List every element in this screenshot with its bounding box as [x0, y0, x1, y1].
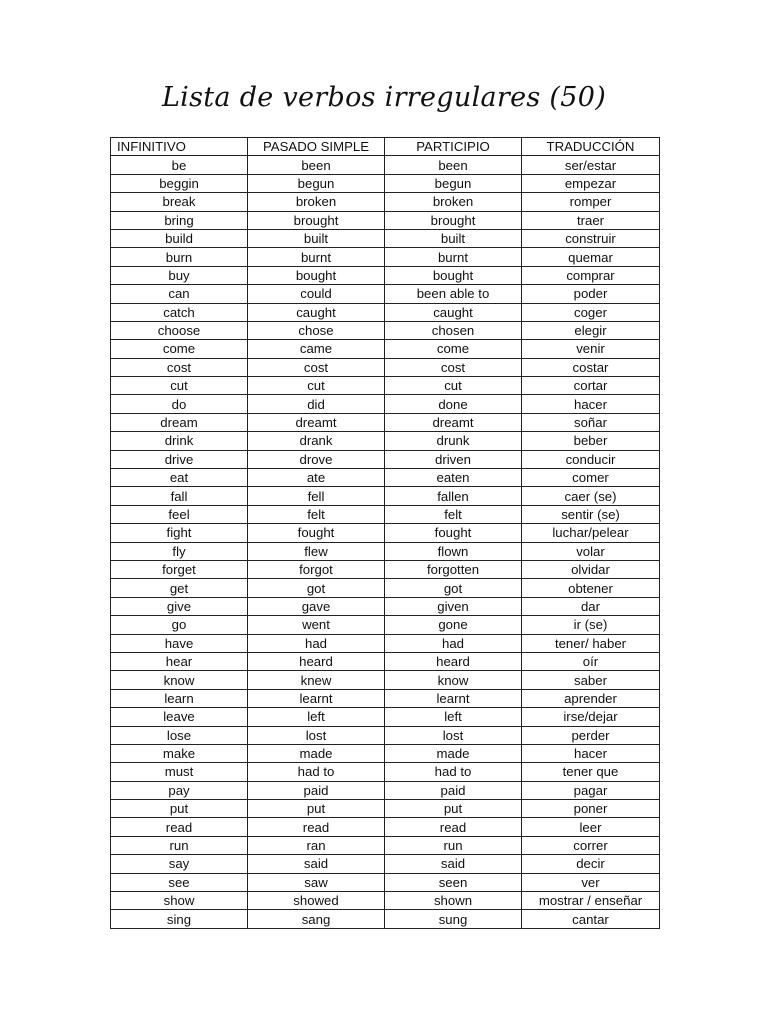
cell-traduccion: construir [522, 229, 660, 247]
cell-infinitivo: drink [111, 432, 248, 450]
cell-traduccion: venir [522, 340, 660, 358]
cell-infinitivo: run [111, 836, 248, 854]
table-row [111, 395, 660, 413]
cell-infinitivo: pay [111, 781, 248, 799]
cell-infinitivo: give [111, 597, 248, 615]
cell-infinitivo: burn [111, 248, 248, 266]
cell-participio: read [385, 818, 522, 836]
cell-pasado-simple: ate [248, 469, 385, 487]
table-row [111, 560, 660, 578]
table-row [111, 634, 660, 652]
cell-participio: fallen [385, 487, 522, 505]
cell-pasado-simple: fell [248, 487, 385, 505]
table-row [111, 579, 660, 597]
cell-traduccion: ser/estar [522, 156, 660, 174]
cell-participio: burnt [385, 248, 522, 266]
cell-pasado-simple: got [248, 579, 385, 597]
cell-participio: been [385, 156, 522, 174]
cell-infinitivo: break [111, 193, 248, 211]
cell-infinitivo: know [111, 671, 248, 689]
table-row [111, 597, 660, 615]
cell-pasado-simple: broken [248, 193, 385, 211]
table-row [111, 671, 660, 689]
cell-infinitivo: lose [111, 726, 248, 744]
cell-traduccion: costar [522, 358, 660, 376]
cell-traduccion: leer [522, 818, 660, 836]
cell-infinitivo: have [111, 634, 248, 652]
cell-participio: dreamt [385, 413, 522, 431]
cell-infinitivo: build [111, 229, 248, 247]
cell-traduccion: dar [522, 597, 660, 615]
cell-pasado-simple: forgot [248, 560, 385, 578]
cell-traduccion: poner [522, 800, 660, 818]
cell-participio: done [385, 395, 522, 413]
cell-infinitivo: learn [111, 689, 248, 707]
cell-participio: broken [385, 193, 522, 211]
cell-pasado-simple: had [248, 634, 385, 652]
cell-infinitivo: hear [111, 652, 248, 670]
cell-participio: left [385, 708, 522, 726]
table-row [111, 910, 660, 928]
table-row [111, 156, 660, 174]
cell-participio: given [385, 597, 522, 615]
table-row [111, 377, 660, 395]
cell-pasado-simple: dreamt [248, 413, 385, 431]
cell-traduccion: poder [522, 285, 660, 303]
cell-pasado-simple: drove [248, 450, 385, 468]
cell-participio: driven [385, 450, 522, 468]
cell-participio: lost [385, 726, 522, 744]
table-row [111, 744, 660, 762]
cell-infinitivo: fall [111, 487, 248, 505]
header-infinitivo: INFINITIVO [111, 138, 248, 156]
cell-pasado-simple: burnt [248, 248, 385, 266]
cell-traduccion: coger [522, 303, 660, 321]
cell-traduccion: ir (se) [522, 616, 660, 634]
cell-traduccion: obtener [522, 579, 660, 597]
cell-infinitivo: be [111, 156, 248, 174]
cell-traduccion: aprender [522, 689, 660, 707]
cell-infinitivo: read [111, 818, 248, 836]
table-row [111, 303, 660, 321]
cell-participio: flown [385, 542, 522, 560]
table-row [111, 855, 660, 873]
cell-infinitivo: show [111, 892, 248, 910]
cell-traduccion: sentir (se) [522, 505, 660, 523]
table-row [111, 174, 660, 192]
table-body [111, 156, 660, 928]
cell-participio: gone [385, 616, 522, 634]
cell-traduccion: irse/dejar [522, 708, 660, 726]
cell-traduccion: olvidar [522, 560, 660, 578]
table-row [111, 873, 660, 891]
cell-participio: cost [385, 358, 522, 376]
cell-infinitivo: cost [111, 358, 248, 376]
cell-participio: said [385, 855, 522, 873]
cell-pasado-simple: cut [248, 377, 385, 395]
cell-pasado-simple: left [248, 708, 385, 726]
cell-pasado-simple: put [248, 800, 385, 818]
cell-participio: shown [385, 892, 522, 910]
cell-pasado-simple: knew [248, 671, 385, 689]
cell-participio: been able to [385, 285, 522, 303]
cell-infinitivo: catch [111, 303, 248, 321]
cell-infinitivo: beggin [111, 174, 248, 192]
cell-participio: felt [385, 505, 522, 523]
table-row [111, 487, 660, 505]
table-row [111, 726, 660, 744]
cell-traduccion: ver [522, 873, 660, 891]
table-row [111, 800, 660, 818]
cell-pasado-simple: read [248, 818, 385, 836]
cell-infinitivo: eat [111, 469, 248, 487]
table-row [111, 469, 660, 487]
cell-traduccion: volar [522, 542, 660, 560]
cell-pasado-simple: cost [248, 358, 385, 376]
cell-infinitivo: drive [111, 450, 248, 468]
cell-traduccion: oír [522, 652, 660, 670]
cell-participio: put [385, 800, 522, 818]
cell-infinitivo: fly [111, 542, 248, 560]
cell-pasado-simple: made [248, 744, 385, 762]
header-traduccion: TRADUCCIÓN [522, 138, 660, 156]
cell-participio: fought [385, 524, 522, 542]
cell-traduccion: comprar [522, 266, 660, 284]
cell-traduccion: conducir [522, 450, 660, 468]
cell-participio: sung [385, 910, 522, 928]
cell-participio: got [385, 579, 522, 597]
cell-participio: run [385, 836, 522, 854]
table-row [111, 542, 660, 560]
cell-pasado-simple: came [248, 340, 385, 358]
cell-infinitivo: get [111, 579, 248, 597]
cell-traduccion: cantar [522, 910, 660, 928]
cell-infinitivo: leave [111, 708, 248, 726]
cell-pasado-simple: went [248, 616, 385, 634]
header-pasado-simple: PASADO SIMPLE [248, 138, 385, 156]
cell-infinitivo: make [111, 744, 248, 762]
header-participio: PARTICIPIO [385, 138, 522, 156]
cell-participio: eaten [385, 469, 522, 487]
cell-pasado-simple: did [248, 395, 385, 413]
cell-infinitivo: choose [111, 321, 248, 339]
cell-infinitivo: sing [111, 910, 248, 928]
cell-traduccion: perder [522, 726, 660, 744]
cell-participio: heard [385, 652, 522, 670]
cell-traduccion: tener que [522, 763, 660, 781]
table-row [111, 340, 660, 358]
table-row [111, 321, 660, 339]
cell-participio: bought [385, 266, 522, 284]
cell-pasado-simple: been [248, 156, 385, 174]
cell-participio: come [385, 340, 522, 358]
table-row [111, 413, 660, 431]
cell-infinitivo: go [111, 616, 248, 634]
cell-pasado-simple: bought [248, 266, 385, 284]
table-row [111, 524, 660, 542]
cell-participio: chosen [385, 321, 522, 339]
cell-traduccion: quemar [522, 248, 660, 266]
cell-participio: learnt [385, 689, 522, 707]
table-row [111, 708, 660, 726]
cell-pasado-simple: brought [248, 211, 385, 229]
cell-traduccion: caer (se) [522, 487, 660, 505]
cell-pasado-simple: showed [248, 892, 385, 910]
cell-participio: made [385, 744, 522, 762]
cell-participio: paid [385, 781, 522, 799]
cell-traduccion: romper [522, 193, 660, 211]
cell-pasado-simple: lost [248, 726, 385, 744]
table-row [111, 211, 660, 229]
cell-infinitivo: feel [111, 505, 248, 523]
cell-pasado-simple: said [248, 855, 385, 873]
cell-traduccion: saber [522, 671, 660, 689]
table-row [111, 892, 660, 910]
cell-pasado-simple: fought [248, 524, 385, 542]
cell-traduccion: beber [522, 432, 660, 450]
cell-pasado-simple: gave [248, 597, 385, 615]
table-row [111, 450, 660, 468]
cell-traduccion: hacer [522, 395, 660, 413]
cell-traduccion: hacer [522, 744, 660, 762]
cell-traduccion: traer [522, 211, 660, 229]
cell-pasado-simple: saw [248, 873, 385, 891]
table-header-row [111, 138, 660, 156]
table-row [111, 689, 660, 707]
table-row [111, 358, 660, 376]
cell-infinitivo: buy [111, 266, 248, 284]
cell-pasado-simple: learnt [248, 689, 385, 707]
table-row [111, 836, 660, 854]
cell-pasado-simple: ran [248, 836, 385, 854]
cell-infinitivo: cut [111, 377, 248, 395]
table-row [111, 505, 660, 523]
cell-traduccion: elegir [522, 321, 660, 339]
cell-participio: know [385, 671, 522, 689]
page-title: Lista de verbos irregulares (50) [161, 82, 607, 113]
cell-traduccion: mostrar / enseñar [522, 892, 660, 910]
cell-traduccion: tener/ haber [522, 634, 660, 652]
table-row [111, 818, 660, 836]
cell-participio: forgotten [385, 560, 522, 578]
table-row [111, 432, 660, 450]
cell-infinitivo: must [111, 763, 248, 781]
cell-pasado-simple: drank [248, 432, 385, 450]
cell-pasado-simple: caught [248, 303, 385, 321]
cell-pasado-simple: built [248, 229, 385, 247]
cell-infinitivo: can [111, 285, 248, 303]
cell-infinitivo: bring [111, 211, 248, 229]
cell-traduccion: pagar [522, 781, 660, 799]
irregular-verbs-table [110, 137, 660, 929]
cell-participio: drunk [385, 432, 522, 450]
cell-participio: brought [385, 211, 522, 229]
cell-traduccion: empezar [522, 174, 660, 192]
cell-participio: caught [385, 303, 522, 321]
table-row [111, 266, 660, 284]
cell-participio: begun [385, 174, 522, 192]
cell-infinitivo: see [111, 873, 248, 891]
cell-pasado-simple: had to [248, 763, 385, 781]
cell-participio: cut [385, 377, 522, 395]
cell-infinitivo: dream [111, 413, 248, 431]
cell-infinitivo: come [111, 340, 248, 358]
cell-traduccion: cortar [522, 377, 660, 395]
cell-pasado-simple: heard [248, 652, 385, 670]
cell-traduccion: comer [522, 469, 660, 487]
cell-infinitivo: do [111, 395, 248, 413]
cell-participio: seen [385, 873, 522, 891]
cell-infinitivo: forget [111, 560, 248, 578]
table-row [111, 616, 660, 634]
cell-participio: built [385, 229, 522, 247]
cell-pasado-simple: felt [248, 505, 385, 523]
table-row [111, 248, 660, 266]
cell-traduccion: luchar/pelear [522, 524, 660, 542]
table-row [111, 193, 660, 211]
cell-traduccion: correr [522, 836, 660, 854]
table-row [111, 229, 660, 247]
table-row [111, 652, 660, 670]
cell-infinitivo: say [111, 855, 248, 873]
table-row [111, 285, 660, 303]
cell-pasado-simple: chose [248, 321, 385, 339]
cell-traduccion: decir [522, 855, 660, 873]
cell-pasado-simple: sang [248, 910, 385, 928]
table-row [111, 763, 660, 781]
cell-infinitivo: put [111, 800, 248, 818]
cell-pasado-simple: flew [248, 542, 385, 560]
table-row [111, 781, 660, 799]
cell-pasado-simple: begun [248, 174, 385, 192]
cell-traduccion: soñar [522, 413, 660, 431]
cell-pasado-simple: could [248, 285, 385, 303]
cell-participio: had [385, 634, 522, 652]
cell-infinitivo: fight [111, 524, 248, 542]
cell-participio: had to [385, 763, 522, 781]
cell-pasado-simple: paid [248, 781, 385, 799]
